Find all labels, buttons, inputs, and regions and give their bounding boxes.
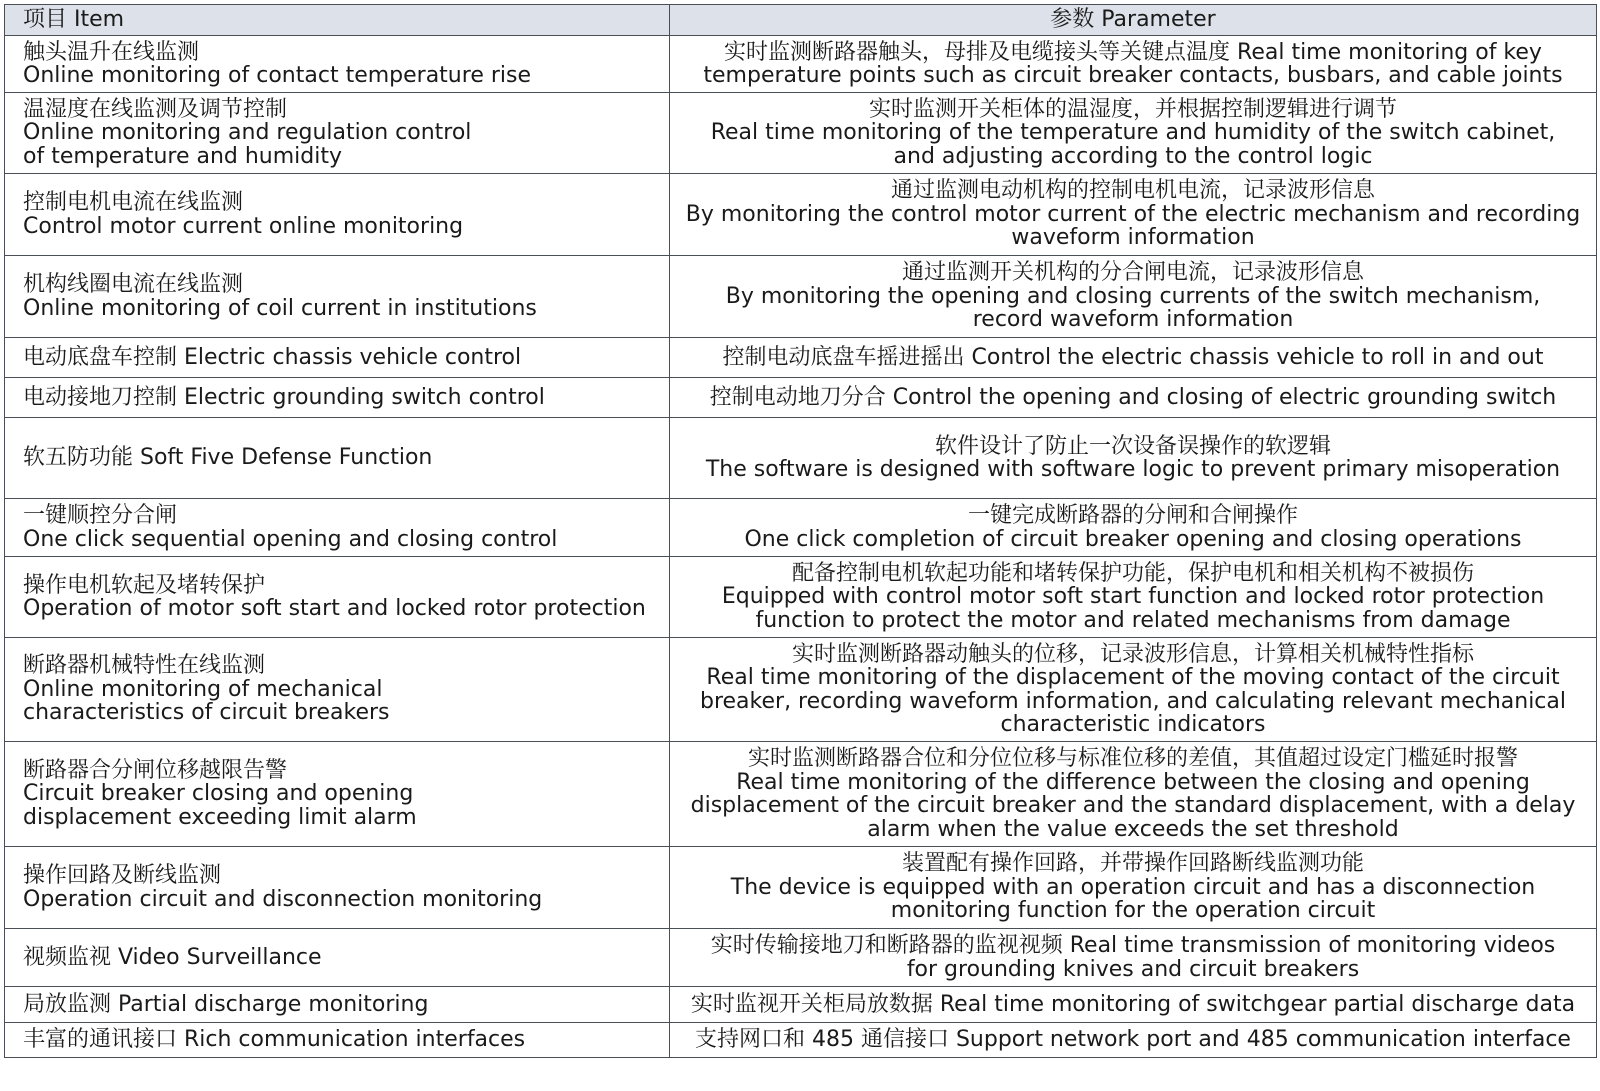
parameter-text-line: 实时监测断路器动触头的位移，记录波形信息，计算相关机械特性指标 (791, 641, 1474, 667)
item-cell (5, 638, 670, 742)
table-row (5, 742, 1597, 847)
parameter-text-line: breaker, recording waveform information, and calculating relevant mechanical (699, 688, 1566, 714)
item-cell (5, 418, 670, 499)
item-text-line: 一键顺控分合闸 (23, 503, 178, 528)
parameter-cell (670, 987, 1597, 1023)
item-text-line: 软五防功能 Soft Five Defense Function (23, 445, 433, 471)
header-parameter: 参数 Parameter (670, 5, 1597, 36)
parameter-text-line: temperature points such as circuit breaker contacts, busbars, and cable joints (703, 63, 1563, 88)
parameter-cell (670, 929, 1597, 987)
spec-table (4, 4, 1597, 1058)
table-row (5, 256, 1597, 338)
item-text-line: of temperature and humidity (23, 143, 343, 169)
item-cell (5, 929, 670, 987)
parameter-text-line: waveform information (1011, 225, 1255, 251)
item-cell (5, 987, 670, 1023)
item-text-line: Circuit breaker closing and opening (23, 781, 414, 807)
parameter-text-line: monitoring function for the operation circuit (890, 898, 1376, 924)
header-item: 项目 Item (5, 5, 670, 36)
parameter-text-line: displacement of the circuit breaker and the standard displacement, with a delay (690, 793, 1576, 818)
item-cell (5, 174, 670, 256)
parameter-text-line: alarm when the value exceeds the set threshold (867, 816, 1399, 842)
parameter-text-line: for grounding knives and circuit breakers (906, 956, 1360, 982)
table-row (5, 987, 1597, 1023)
item-text-line: 操作电机软起及堵转保护 (23, 572, 266, 598)
parameter-text-line: 控制电动底盘车摇进摇出 Control the electric chassis vehicle to roll in and out (722, 344, 1544, 370)
parameter-text-line: 配备控制电机软起功能和堵转保护功能，保护电机和相关机构不被损伤 (791, 560, 1474, 586)
item-text-line: Online monitoring of contact temperature rise (23, 63, 531, 88)
item-cell (5, 742, 670, 847)
table-row (5, 338, 1597, 378)
item-text-line: Operation circuit and disconnection monitoring (23, 886, 543, 912)
parameter-text-line: 实时监视开关柜局放数据 Real time monitoring of switchgear partial discharge data (690, 991, 1576, 1017)
parameter-cell (670, 93, 1597, 174)
item-cell (5, 557, 670, 638)
parameter-cell (670, 36, 1597, 93)
item-text-line: 温湿度在线监测及调节控制 (23, 96, 288, 122)
item-cell (5, 338, 670, 378)
table-row (5, 1023, 1597, 1058)
table-row (5, 638, 1597, 742)
item-text-line: displacement exceeding limit alarm (23, 804, 417, 830)
parameter-text-line: Real time monitoring of the temperature and humidity of the switch cabinet, (710, 120, 1556, 146)
parameter-text-line: Real time monitoring of the difference between the closing and opening (736, 769, 1530, 795)
parameter-text-line: 实时监测断路器触头，母排及电缆接头等关键点温度 Real time monitoring of key (724, 39, 1542, 65)
item-cell (5, 378, 670, 418)
parameter-cell (670, 557, 1597, 638)
parameter-text-line: 控制电动地刀分合 Control the opening and closing of electric grounding switch (709, 384, 1557, 410)
parameter-cell (670, 742, 1597, 847)
item-text-line: Operation of motor soft start and locked rotor protection (23, 596, 646, 621)
table-row (5, 93, 1597, 174)
parameter-text-line: 软件设计了防止一次设备误操作的软逻辑 (934, 433, 1331, 459)
parameter-text-line: 实时传输接地刀和断路器的监视视频 Real time transmission of monitoring videos (710, 933, 1556, 958)
item-text-line: 电动底盘车控制 Electric chassis vehicle control (23, 344, 522, 370)
item-text-line: 电动接地刀控制 Electric grounding switch control (23, 384, 545, 410)
item-text-line: Online monitoring and regulation control (23, 120, 472, 146)
table-row (5, 378, 1597, 418)
table-row (5, 174, 1597, 256)
parameter-cell (670, 638, 1597, 742)
parameter-text-line: 一键完成断路器的分闸和合闸操作 (967, 503, 1298, 528)
table-row (5, 418, 1597, 499)
parameter-text-line: One click completion of circuit breaker opening and closing operations (744, 526, 1522, 552)
parameter-text-line: By monitoring the control motor current of the electric mechanism and recording (685, 201, 1581, 227)
parameter-cell (670, 499, 1597, 557)
parameter-text-line: 通过监测开关机构的分合闸电流，记录波形信息 (901, 260, 1364, 286)
parameter-text-line: The device is equipped with an operation circuit and has a disconnection (730, 874, 1536, 900)
table-body (5, 36, 1597, 1058)
item-text-line: 机构线圈电流在线监测 (23, 272, 244, 297)
item-text-line: 局放监测 Partial discharge monitoring (23, 991, 429, 1017)
parameter-text-line: record waveform information (972, 307, 1294, 333)
table-row (5, 847, 1597, 929)
parameter-text-line: By monitoring the opening and closing currents of the switch mechanism, (725, 283, 1541, 309)
parameter-text-line: function to protect the motor and related mechanisms from damage (755, 607, 1511, 633)
item-text-line: characteristics of circuit breakers (23, 700, 390, 726)
item-cell (5, 36, 670, 93)
item-text-line: 控制电机电流在线监测 (23, 190, 244, 215)
table-row (5, 557, 1597, 638)
parameter-text-line: 装置配有操作回路，并带操作回路断线监测功能 (901, 851, 1364, 877)
parameter-cell (670, 256, 1597, 338)
table-row (5, 36, 1597, 93)
parameter-text-line: Real time monitoring of the displacement of the moving contact of the circuit (706, 665, 1560, 690)
table-row (5, 929, 1597, 987)
parameter-cell (670, 847, 1597, 929)
parameter-text-line: 实时监测断路器合位和分位位移与标准位移的差值，其值超过设定门槛延时报警 (747, 746, 1518, 771)
parameter-text-line: and adjusting according to the control logic (893, 143, 1373, 169)
parameter-cell (670, 378, 1597, 418)
header-row (5, 5, 1597, 36)
table-row (5, 499, 1597, 557)
item-cell (5, 93, 670, 174)
parameter-text-line: 实时监测开关柜体的温湿度，并根据控制逻辑进行调节 (868, 96, 1397, 122)
item-text-line: 断路器机械特性在线监测 (23, 653, 266, 679)
item-text-line: Online monitoring of coil current in institutions (23, 295, 537, 321)
item-text-line: Control motor current online monitoring (23, 213, 464, 239)
item-text-line: 视频监视 Video Surveillance (23, 944, 322, 970)
item-text-line: 操作回路及断线监测 (23, 863, 222, 888)
parameter-text-line: 通过监测电动机构的控制电机电流，记录波形信息 (890, 178, 1375, 204)
item-cell (5, 499, 670, 557)
item-text-line: One click sequential opening and closing control (23, 526, 558, 552)
parameter-text-line: Equipped with control motor soft start function and locked rotor protection (721, 584, 1545, 610)
parameter-text-line: characteristic indicators (1000, 712, 1266, 737)
item-cell (5, 1023, 670, 1058)
item-text-line: Online monitoring of mechanical (23, 676, 383, 702)
item-text-line: 丰富的通讯接口 Rich communication interfaces (23, 1027, 526, 1053)
parameter-cell (670, 418, 1597, 499)
parameter-text-line: The software is designed with software logic to prevent primary misoperation (705, 457, 1561, 482)
parameter-cell (670, 338, 1597, 378)
parameter-text-line: 支持网口和 485 通信接口 Support network port and 485 communication interface (695, 1027, 1571, 1053)
item-cell (5, 847, 670, 929)
parameter-cell (670, 174, 1597, 256)
item-text-line: 触头温升在线监测 (23, 39, 200, 65)
item-text-line: 断路器合分闸位移越限告警 (23, 757, 288, 783)
parameter-cell (670, 1023, 1597, 1058)
item-cell (5, 256, 670, 338)
